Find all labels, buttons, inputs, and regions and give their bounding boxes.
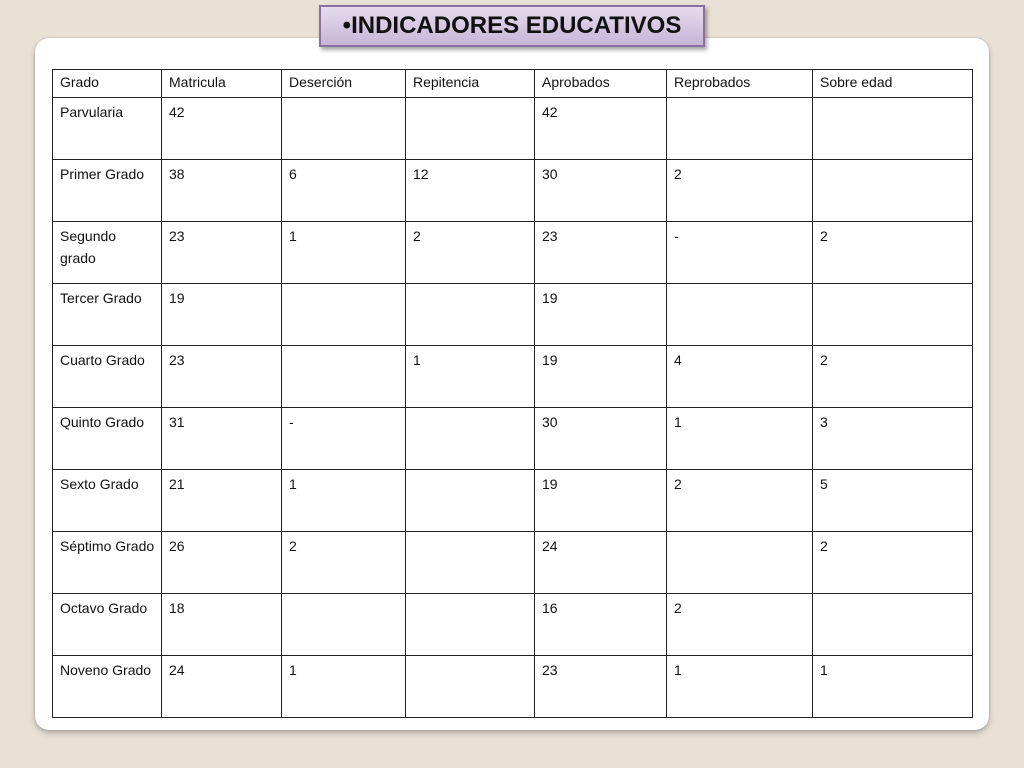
cell-matricula: 26 bbox=[162, 532, 282, 594]
cell-grado: Noveno Grado bbox=[53, 656, 162, 718]
cell-matricula: 18 bbox=[162, 594, 282, 656]
cell-matricula: 21 bbox=[162, 470, 282, 532]
cell-grado: Parvularia bbox=[53, 98, 162, 160]
table-row bbox=[53, 98, 973, 160]
cell-reprobados: 2 bbox=[667, 160, 813, 222]
cell-grado: Sexto Grado bbox=[53, 470, 162, 532]
cell-desercion bbox=[282, 284, 406, 346]
cell-grado: Quinto Grado bbox=[53, 408, 162, 470]
table-row bbox=[53, 532, 973, 594]
cell-repitencia bbox=[406, 656, 535, 718]
cell-desercion: - bbox=[282, 408, 406, 470]
cell-matricula: 38 bbox=[162, 160, 282, 222]
cell-aprobados: 19 bbox=[535, 470, 667, 532]
header-grado: Grado bbox=[53, 70, 162, 98]
cell-reprobados: 2 bbox=[667, 594, 813, 656]
cell-aprobados: 23 bbox=[535, 222, 667, 284]
cell-reprobados bbox=[667, 284, 813, 346]
cell-reprobados bbox=[667, 98, 813, 160]
table-row bbox=[53, 470, 973, 532]
cell-aprobados: 30 bbox=[535, 408, 667, 470]
cell-repitencia bbox=[406, 594, 535, 656]
cell-reprobados bbox=[667, 532, 813, 594]
cell-matricula: 19 bbox=[162, 284, 282, 346]
cell-aprobados: 30 bbox=[535, 160, 667, 222]
table-row bbox=[53, 346, 973, 408]
cell-reprobados: 4 bbox=[667, 346, 813, 408]
title-box bbox=[319, 5, 705, 47]
cell-repitencia: 1 bbox=[406, 346, 535, 408]
table-row bbox=[53, 656, 973, 718]
cell-aprobados: 19 bbox=[535, 346, 667, 408]
cell-reprobados: - bbox=[667, 222, 813, 284]
cell-repitencia bbox=[406, 408, 535, 470]
header-reprobados: Reprobados bbox=[667, 70, 813, 98]
cell-reprobados: 2 bbox=[667, 470, 813, 532]
cell-desercion: 6 bbox=[282, 160, 406, 222]
cell-matricula: 23 bbox=[162, 346, 282, 408]
cell-sobre-edad: 2 bbox=[813, 532, 973, 594]
cell-sobre-edad: 3 bbox=[813, 408, 973, 470]
table-row bbox=[53, 160, 973, 222]
cell-sobre-edad bbox=[813, 284, 973, 346]
table-row bbox=[53, 222, 973, 284]
cell-repitencia: 12 bbox=[406, 160, 535, 222]
table-header-row bbox=[53, 70, 973, 98]
table-row bbox=[53, 594, 973, 656]
cell-grado: Cuarto Grado bbox=[53, 346, 162, 408]
cell-sobre-edad bbox=[813, 160, 973, 222]
table-row bbox=[53, 284, 973, 346]
cell-grado: Octavo Grado bbox=[53, 594, 162, 656]
cell-matricula: 24 bbox=[162, 656, 282, 718]
cell-desercion: 1 bbox=[282, 470, 406, 532]
cell-aprobados: 42 bbox=[535, 98, 667, 160]
header-matricula: Matricula bbox=[162, 70, 282, 98]
cell-grado: Primer Grado bbox=[53, 160, 162, 222]
cell-reprobados: 1 bbox=[667, 656, 813, 718]
cell-grado: Tercer Grado bbox=[53, 284, 162, 346]
cell-aprobados: 24 bbox=[535, 532, 667, 594]
cell-repitencia bbox=[406, 470, 535, 532]
cell-sobre-edad: 1 bbox=[813, 656, 973, 718]
cell-sobre-edad: 2 bbox=[813, 346, 973, 408]
cell-grado: Séptimo Grado bbox=[53, 532, 162, 594]
cell-repitencia bbox=[406, 532, 535, 594]
cell-aprobados: 19 bbox=[535, 284, 667, 346]
cell-repitencia: 2 bbox=[406, 222, 535, 284]
cell-sobre-edad bbox=[813, 98, 973, 160]
header-repitencia: Repitencia bbox=[406, 70, 535, 98]
cell-desercion: 1 bbox=[282, 656, 406, 718]
header-aprobados: Aprobados bbox=[535, 70, 667, 98]
cell-matricula: 42 bbox=[162, 98, 282, 160]
cell-desercion bbox=[282, 346, 406, 408]
slide-title: •INDICADORES EDUCATIVOS bbox=[342, 12, 682, 39]
indicators-table bbox=[52, 69, 973, 718]
cell-desercion bbox=[282, 594, 406, 656]
cell-desercion bbox=[282, 98, 406, 160]
table-row bbox=[53, 408, 973, 470]
cell-sobre-edad: 5 bbox=[813, 470, 973, 532]
cell-matricula: 31 bbox=[162, 408, 282, 470]
cell-matricula: 23 bbox=[162, 222, 282, 284]
cell-repitencia bbox=[406, 284, 535, 346]
cell-sobre-edad bbox=[813, 594, 973, 656]
cell-desercion: 1 bbox=[282, 222, 406, 284]
cell-desercion: 2 bbox=[282, 532, 406, 594]
cell-sobre-edad: 2 bbox=[813, 222, 973, 284]
header-desercion: Deserción bbox=[282, 70, 406, 98]
cell-grado: Segundo grado bbox=[53, 222, 162, 284]
cell-aprobados: 16 bbox=[535, 594, 667, 656]
cell-repitencia bbox=[406, 98, 535, 160]
cell-aprobados: 23 bbox=[535, 656, 667, 718]
cell-reprobados: 1 bbox=[667, 408, 813, 470]
header-sobre-edad: Sobre edad bbox=[813, 70, 973, 98]
